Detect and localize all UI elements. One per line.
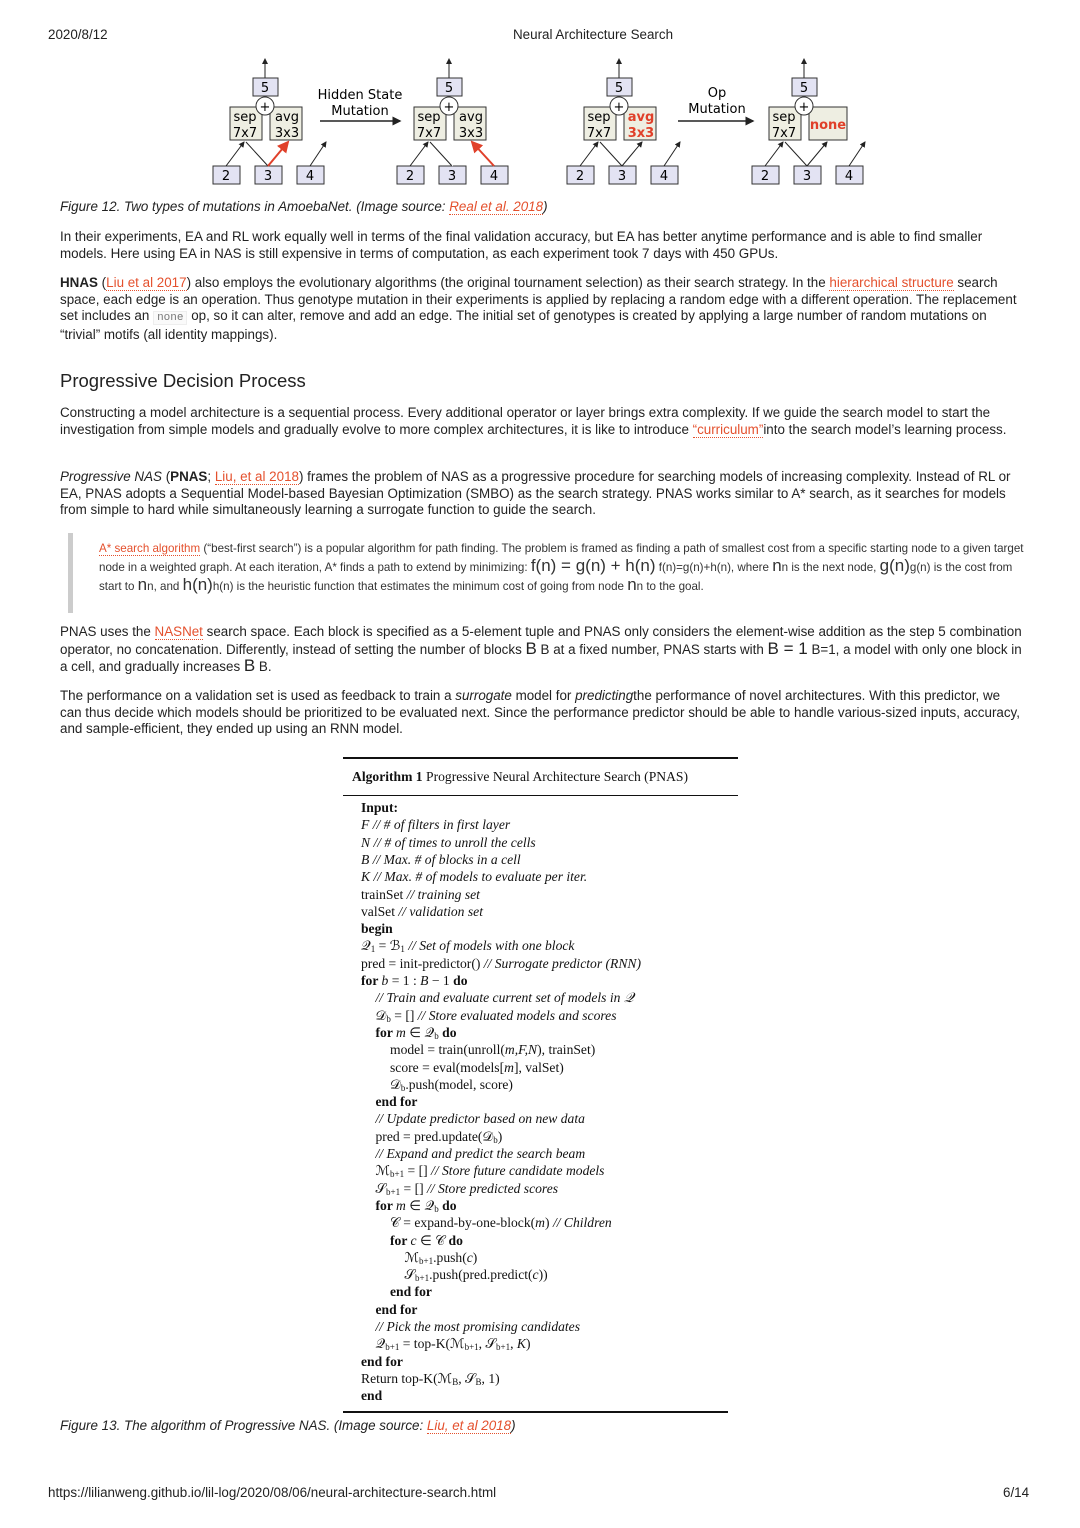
text: = [] — [390, 1007, 418, 1023]
top-rule — [343, 757, 738, 759]
text: Figure 13. The algorithm of Progressive NAS. (Image source: — [60, 1418, 427, 1433]
text: ), trainSet) — [537, 1042, 596, 1058]
link[interactable]: Real et al. 2018 — [449, 199, 544, 214]
subscript: b — [434, 1203, 439, 1214]
link[interactable]: Liu et al 2017 — [106, 275, 187, 290]
text: ) frames the problem of NAS as a progressive procedure for searching models of increasing complexity. Instead of RL or EA, PNAS adopts a Sequential Model-based Bayesian Optimization (SMBO) as the search strategy. PNAS works similar to A* search, as it searches for models from simple to hard while simultaneously learning a surrogate function to guide the search. — [60, 469, 1011, 518]
italic-text: // Update predictor based on new data — [375, 1111, 585, 1127]
italic-text: // Store future candidate models — [431, 1163, 605, 1179]
text: model = train(unroll( — [390, 1042, 505, 1058]
plus-sign: + — [613, 100, 625, 115]
text: = [] — [404, 1163, 432, 1179]
italic-text: c — [532, 1267, 539, 1283]
algorithm-line — [390, 1060, 564, 1076]
text: model for — [511, 688, 576, 703]
left-op-label: 7x7 — [232, 126, 258, 141]
italic-text: predicting — [575, 688, 634, 703]
right-op-label: 3x3 — [458, 126, 484, 141]
edge — [226, 142, 244, 166]
text: n, and — [147, 580, 183, 593]
algorithm-line — [405, 1267, 548, 1283]
algorithm-line — [376, 1181, 559, 1197]
italic-text: // Expand and predict the search beam — [375, 1146, 586, 1161]
spacer — [452, 151, 464, 166]
algorithm-line — [361, 817, 510, 833]
subscript: 1 — [370, 944, 376, 955]
input-node-label: 3 — [447, 169, 457, 184]
subscript: b+1 — [464, 1342, 479, 1353]
left-op-label: sep — [772, 110, 796, 125]
paragraph-pnas — [60, 469, 1025, 519]
text: ( — [97, 275, 107, 290]
right-op-label: avg — [459, 110, 483, 125]
text: , 𝒮 — [458, 1370, 476, 1386]
link[interactable]: NASNet — [154, 624, 203, 639]
input-node-label: 4 — [659, 169, 669, 184]
paragraph-surrogate — [60, 688, 1025, 738]
title-rule — [343, 795, 738, 796]
italic-text: // training set — [406, 886, 480, 902]
text: n to the goal. — [636, 580, 704, 593]
edge — [472, 142, 494, 166]
input-node-label: 3 — [802, 169, 812, 184]
italic-text: // Surrogate predictor (RNN) — [483, 955, 641, 971]
output-node-label: 5 — [260, 81, 270, 96]
plus-sign: + — [443, 100, 455, 115]
link[interactable]: A* search algorithm — [99, 542, 201, 555]
output-node-label: 5 — [614, 81, 624, 96]
algorithm-line — [390, 1077, 513, 1093]
edge — [600, 142, 622, 166]
subscript: b+1 — [415, 1273, 430, 1284]
text: .push(pred.predict( — [429, 1267, 533, 1283]
algorithm-line — [376, 1094, 418, 1110]
paragraph-nasnet — [60, 624, 1025, 676]
left-op-label: sep — [587, 110, 611, 125]
text: 𝒮 — [404, 1267, 416, 1283]
algorithm-line — [376, 1163, 605, 1179]
left-op-label: sep — [233, 110, 257, 125]
text: ∈ 𝒬 — [405, 1197, 435, 1213]
bold-text: HNAS — [60, 275, 98, 290]
output-node-label: 5 — [444, 81, 454, 96]
text: = ℬ — [375, 938, 401, 954]
text: n is the next node, — [781, 561, 880, 574]
algorithm-title — [352, 769, 688, 785]
algorithm-line — [376, 1129, 503, 1145]
text: , — [510, 1336, 517, 1352]
algorithm-line — [361, 1354, 403, 1370]
input-node-label: 2 — [575, 169, 585, 184]
input-node-label: 4 — [489, 169, 499, 184]
mutation-label: Mutation — [331, 104, 389, 119]
text: 𝒬 — [375, 1336, 386, 1352]
text: ; — [207, 469, 215, 484]
bold-text: end for — [390, 1284, 432, 1300]
italic-text: K // Max. # of models to evaluate per iter. — [361, 869, 588, 885]
algorithm-line — [376, 990, 634, 1006]
text: 𝒟 — [390, 1076, 401, 1092]
text: The performance on a validation set is used as feedback to train a — [60, 688, 456, 703]
algorithm-box — [343, 756, 738, 1416]
italic-text: // validation set — [398, 903, 483, 919]
text: ℳ — [375, 1163, 391, 1179]
link[interactable]: “curriculum” — [692, 421, 764, 437]
text: ) also employs the evolutionary algorithms (the original tournament selection) as their search strategy. In the — [186, 275, 830, 290]
bold-text: do — [453, 973, 468, 988]
algorithm-line — [376, 1198, 457, 1214]
bold-text: PNAS — [170, 469, 208, 484]
text: ) — [472, 1249, 478, 1265]
italic-text: N // # of times to unroll the cells — [361, 834, 536, 850]
math: n — [137, 575, 148, 594]
algorithm-line — [390, 1233, 463, 1249]
algorithm-line — [361, 835, 536, 851]
mutation-label: Mutation — [688, 102, 746, 117]
text: .push( — [433, 1249, 467, 1265]
italic-text: c — [466, 1249, 473, 1265]
edge — [410, 142, 428, 166]
text: score = eval(models[ — [390, 1059, 505, 1075]
algorithm-line — [376, 1302, 418, 1318]
subscript: B — [452, 1376, 459, 1387]
footer-page-number: 6/14 — [1003, 1485, 1030, 1500]
algorithm-line — [361, 1371, 500, 1387]
input-node-label: 4 — [844, 169, 854, 184]
left-op-label: 7x7 — [416, 126, 442, 141]
algorithm-line — [361, 852, 521, 868]
algorithm-line — [361, 956, 641, 972]
italic-text: b — [381, 973, 389, 988]
text: the performance of novel architectures. With this predictor, we can thus decide which models should be prioritized to be evaluated next. Since the performance predictor should be able to handle various-sized inputs, accuracy, and sample-efficient, they ended up using an RNN model. — [60, 688, 1020, 737]
algorithm-line — [405, 1250, 478, 1266]
algorithm-line — [390, 1284, 432, 1300]
italic-text: B — [420, 973, 429, 988]
algorithm-line — [376, 1008, 617, 1024]
math: B — [525, 638, 537, 658]
italic-text: m — [396, 1197, 406, 1213]
algorithm-line — [376, 1319, 581, 1335]
italic-text: surrogate — [455, 688, 512, 703]
bold-text: do — [438, 1197, 457, 1213]
algorithm-line — [376, 1025, 457, 1041]
text: valSet — [361, 903, 399, 919]
algorithm-line — [361, 973, 468, 989]
italic-text: // Train and evaluate current set of models in 𝒬 — [375, 990, 634, 1006]
text: trainSet — [361, 886, 407, 902]
figure-12-caption — [60, 199, 548, 214]
italic-text: // Children — [552, 1215, 612, 1231]
edge — [268, 142, 288, 166]
subscript: b — [400, 1082, 406, 1093]
text: = [] — [400, 1180, 428, 1196]
plus-sign: + — [798, 100, 810, 115]
subscript: b — [434, 1030, 439, 1041]
algorithm-line — [361, 800, 398, 816]
italic-text: F // # of filters in first layer — [361, 817, 511, 833]
text: Return top-K(ℳ — [361, 1370, 453, 1386]
subscript: b+1 — [385, 1342, 400, 1353]
link[interactable]: hierarchical structure — [829, 275, 954, 290]
right-op-label: 3x3 — [274, 126, 300, 141]
italic-text: m — [396, 1024, 406, 1040]
text: (“best-first search”) is a popular algorithm for path finding. The problem is framed as finding a path of smallest cost from a specific starting node to a given target node in a weighted graph. At each iteration, A* finds a path to extend by minimizing: — [99, 542, 1024, 574]
text: 𝒬 — [361, 938, 371, 954]
text: B at a fixed number, PNAS starts with — [536, 641, 768, 657]
text: 𝒮 — [375, 1180, 387, 1196]
algorithm-line — [361, 921, 393, 937]
text: .push(model, score) — [405, 1076, 513, 1092]
subscript: b — [493, 1134, 498, 1145]
text: pred = init-predictor() — [361, 955, 484, 971]
bold-text: do — [438, 1024, 457, 1040]
input-node-label: 3 — [617, 169, 627, 184]
text: g(n) is the cost from start to — [99, 561, 1013, 593]
text: Constructing a model architecture is a sequential process. Every additional operator or layer brings extra complexity. If we guide the search model to start the investigation from simple models and gradually evolve to more complex architectures, it is like to introduce — [60, 405, 991, 437]
input-node-label: 2 — [760, 169, 770, 184]
italic-text: B // Max. # of blocks in a cell — [361, 851, 521, 867]
bold-text: for — [361, 973, 382, 988]
astar-blockquote — [68, 533, 1023, 613]
edge — [246, 142, 268, 166]
bold-text: end for — [361, 1353, 403, 1369]
mutation-label: Op — [707, 86, 727, 101]
italic-text: Progressive NAS — [60, 469, 162, 484]
right-op-label: avg — [627, 110, 655, 125]
dangling-edge — [310, 142, 326, 166]
bold-text: begin — [361, 921, 393, 937]
text: search space, each edge is an operation. Thus genotype mutation in their experiments is applied by replacing a random edge with a different operation. The replacement set includes an — [60, 275, 1017, 324]
math: h(n) — [182, 575, 213, 594]
italic-text: c — [410, 1232, 417, 1248]
dangling-edge — [849, 142, 865, 166]
edge — [580, 142, 598, 166]
input-node-label: 4 — [305, 169, 315, 184]
italic-text: // Store predicted scores — [427, 1180, 559, 1196]
text: ( — [161, 469, 171, 484]
plus-sign: + — [259, 100, 271, 115]
output-node-label: 5 — [799, 81, 809, 96]
bold-text: Input: — [361, 800, 399, 815]
text: 𝒞 = expand-by-one-block( — [390, 1215, 536, 1231]
paragraph-sequential — [60, 405, 1025, 438]
algorithm-line — [376, 1336, 531, 1352]
edge — [622, 142, 642, 166]
edge — [785, 142, 807, 166]
page-header-title: Neural Architecture Search — [513, 27, 674, 42]
section-heading: Progressive Decision Process — [60, 370, 306, 391]
text: B=1, a model with only one block in a cell, and gradually increases — [60, 641, 1022, 675]
math: f(n) = g(n) + h(n) — [530, 556, 656, 575]
text: f(n)=g(n)+h(n), where — [655, 561, 773, 574]
footer-url: https://lilianweng.github.io/lil-log/2020/08/06/neural-architecture-search.html — [48, 1485, 497, 1500]
input-node-label: 2 — [405, 169, 415, 184]
astar-text — [99, 540, 1029, 595]
text: PNAS uses the — [60, 624, 155, 639]
inline-code: none — [153, 311, 187, 325]
print-date: 2020/8/12 — [48, 27, 108, 42]
link[interactable]: Liu, et al 2018 — [214, 469, 299, 484]
text: , 𝒮 — [478, 1336, 496, 1352]
math: B — [243, 656, 256, 676]
text: − 1 — [428, 973, 454, 988]
right-op-label: none — [809, 118, 847, 133]
bold-text: for — [375, 1024, 397, 1040]
algorithm-line — [361, 938, 574, 954]
text: Progressive Neural Architecture Search (PNAS) — [422, 769, 688, 784]
mutation-label: Hidden State — [317, 88, 403, 103]
italic-text: m,F,N — [504, 1042, 538, 1058]
italic-text: // Set of models with one block — [404, 938, 575, 954]
subscript: b+1 — [390, 1169, 405, 1180]
subscript: b — [386, 1013, 391, 1024]
subscript: b+1 — [496, 1342, 511, 1353]
algorithm-line — [361, 904, 483, 920]
bold-text: do — [448, 1232, 463, 1248]
input-node-label: 3 — [263, 169, 273, 184]
link[interactable]: Liu, et al 2018 — [426, 1418, 512, 1433]
text: , 1) — [481, 1370, 500, 1386]
text: op, so it can alter, remove and add an edge. The initial set of genotypes is created by applying a large number of random mutations on “trivial” motifs (all identity mappings). — [60, 308, 987, 342]
algorithm-line — [390, 1215, 612, 1231]
math: g(n) — [879, 556, 910, 575]
italic-text: // Store evaluated models and scores — [417, 1007, 617, 1023]
text: ) — [545, 1215, 553, 1231]
algorithm-line — [376, 1146, 586, 1162]
italic-text: m — [504, 1059, 514, 1075]
text: ) — [497, 1128, 503, 1144]
edge — [807, 142, 827, 166]
text: B. — [255, 659, 272, 675]
text: )) — [538, 1267, 548, 1283]
subscript: B — [475, 1376, 482, 1387]
algorithm-line — [361, 869, 587, 885]
italic-text: K — [516, 1336, 526, 1352]
text: Figure 12. Two types of mutations in AmoebaNet. (Image source: — [60, 199, 450, 214]
subscript: 1 — [400, 944, 405, 955]
bold-text: for — [375, 1197, 397, 1213]
bottom-rule — [343, 1411, 728, 1413]
text: = top-K(ℳ — [399, 1336, 465, 1352]
math: n — [772, 556, 782, 575]
text: pred = pred.update(𝒟 — [375, 1128, 494, 1144]
text: In their experiments, EA and RL work equally well in terms of the final validation accuracy, but EA has better anytime performance and is able to find smaller models. Here using EA in NAS is still expensive in terms of computation, as each experiment took 7 days with 450 GPUs. — [60, 229, 983, 261]
right-op-label: 3x3 — [627, 126, 655, 141]
algorithm-line — [361, 887, 480, 903]
math: n — [627, 575, 637, 594]
subscript: b+1 — [386, 1186, 401, 1197]
dangling-edge — [664, 142, 680, 166]
paragraph-ea-rl — [60, 229, 1025, 262]
text: into the search model’s learning process. — [763, 421, 1007, 437]
text: ) — [525, 1336, 531, 1352]
text: 𝒟 — [375, 1007, 387, 1023]
text: ℳ — [404, 1249, 420, 1265]
algorithm-line — [361, 1388, 382, 1404]
edge — [765, 142, 783, 166]
text: ∈ 𝒬 — [405, 1024, 435, 1040]
right-op-label: avg — [275, 110, 299, 125]
paragraph-hnas — [60, 275, 1025, 343]
subscript: b+1 — [419, 1255, 434, 1266]
edge — [430, 142, 452, 166]
input-node-label: 2 — [221, 169, 231, 184]
bold-text: Algorithm 1 — [352, 769, 423, 784]
bold-text: end for — [375, 1301, 418, 1317]
math: B = 1 — [767, 638, 808, 658]
text: ∈ 𝒞 — [416, 1232, 449, 1248]
mutation-diagram — [0, 55, 1080, 190]
italic-text: // Pick the most promising candidates — [375, 1319, 581, 1334]
left-op-label: 7x7 — [771, 126, 797, 141]
figure-13-caption — [60, 1418, 516, 1433]
algorithm-line — [376, 1111, 585, 1127]
text: ) — [511, 1418, 516, 1433]
algorithm-line — [390, 1042, 595, 1058]
text: = 1 : — [388, 973, 421, 988]
text: ) — [543, 199, 548, 214]
text: search space. Each block is specified as a 5-element tuple and PNAS only considers the element-wise addition as the step 5 combination operator, no concatenation. Differently, instead of setting the number of blocks — [60, 624, 1022, 657]
text: ], valSet) — [513, 1059, 564, 1075]
bold-text: end for — [375, 1094, 418, 1110]
left-op-label: 7x7 — [586, 126, 612, 141]
bold-text: for — [390, 1232, 411, 1248]
text: h(n) is the heuristic function that estimates the minimum cost of going from node — [212, 580, 628, 593]
left-op-label: sep — [417, 110, 441, 125]
italic-text: m — [535, 1215, 545, 1231]
bold-text: end — [361, 1388, 383, 1404]
